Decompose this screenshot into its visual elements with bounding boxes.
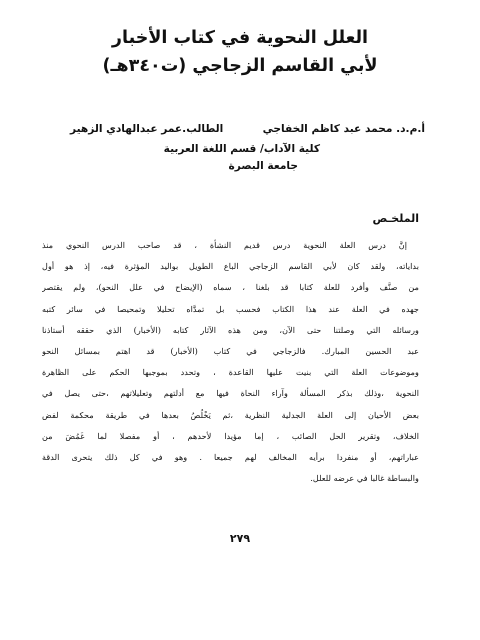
abstract-line: إنَّ درس العلة النحوية درس قديم النشأة ، قد صاحب الدرس النحوي منذ [42,240,407,250]
abstract-line: بداياته، ولقد كان لأبي القاسم الزجاجي الباع الطويل بواليد المؤثرة فيه، إذ هو أول [42,261,419,272]
abstract-heading: الملخـص [372,212,419,225]
abstract-line: ورسائله التي وصلتنا حتى الآن، ومن هذه الآثار كتابه (الأخبار) الذي حققه أستاذنا [42,324,419,335]
affiliation-college: كلية الآداب/ قسم اللغة العربية [163,143,320,155]
abstract-line: عبد الحسين المبارك. فالزجاجي في كتاب (الأخبار) قد اهتم بمسائل النحو [42,346,419,357]
author-1: أ.م.د. محمد عبد كاظم الخفاجي [262,123,425,135]
authors-line [70,120,425,138]
abstract-line: جهده في العلة عند هذا الكتاب فحسب بل تمدَّاه تحليلا وتمحيصا في سائر كتبه [42,303,419,314]
abstract-line: بعض الأحيان إلى العلة الجدلية النظرية ،ثم يَخْلُصُ بعدها في طريقة محكمة لفض [42,409,419,420]
abstract-line: من صنَّف وأفرد للعلة كتابا قد بلغنا ، سماه (الإيضاح في علل النحو)، ولم يقتصر [42,282,419,293]
abstract-line: وموضوعات العلة التي بنيت عليها القاعدة ، وتحدد بموجبها الحكم على الظاهرة [42,367,419,378]
page-number: ٢٧٩ [229,532,251,545]
abstract-line: والبساطة غالبا في عرضه للعلل. [310,473,419,484]
paper-title-line-2: لأبي القاسم الزجاجي (ت٣٤٠هـ) [102,56,378,76]
paper-title-line-1: العلل النحوية في كتاب الأخبار [111,28,369,48]
abstract-body [42,235,419,489]
abstract-line: الخلاف، وتقرير الحل الصائب ، إما مؤيدا لأحدهم ، أو مفصلا لما غَمُضَ من [42,430,419,441]
abstract-line: عباراتهم، أو منفردا برأيه المخالف لهم جميعا . وهو في كل ذلك يتحرى الدقة [42,452,419,463]
affiliation-university: جامعة البصرة [228,160,298,172]
abstract-line: النحوية ،وذلك بذكر المسألة وآراء النحاة فيها مع أدلتهم وتعليلاتهم ،حتى يصل في [42,388,419,399]
author-2: الطالب.عمر عبدالهادي الزهير [70,123,224,135]
